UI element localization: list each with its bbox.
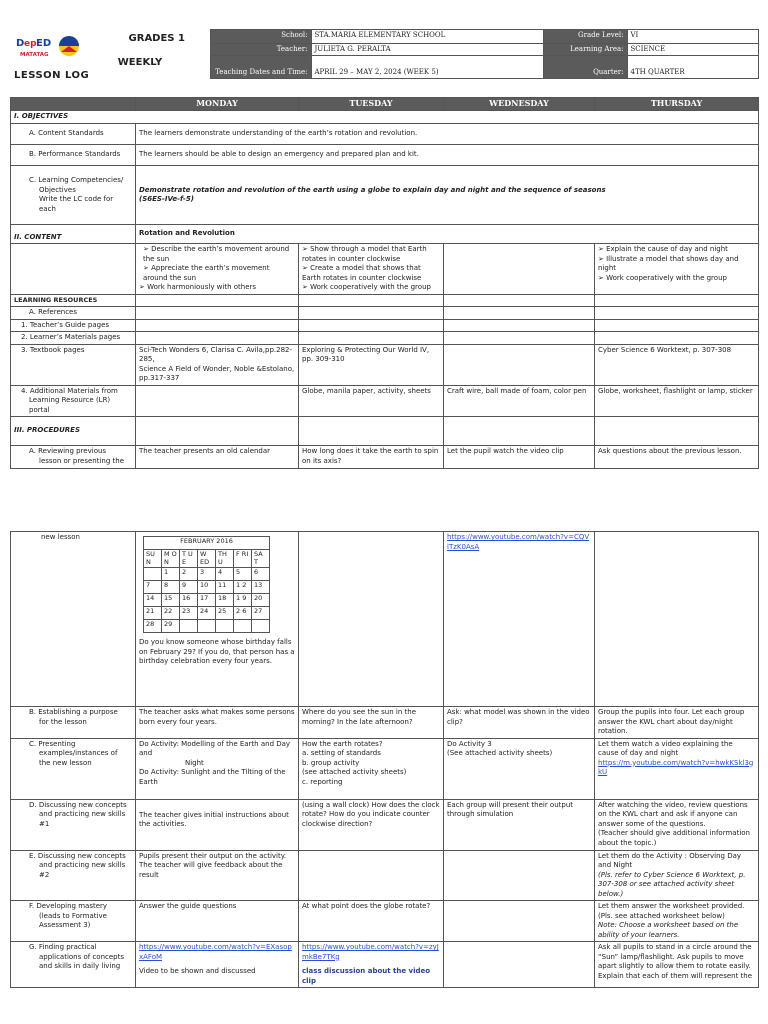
performance-standards-label: B. Performance Standards — [11, 145, 136, 166]
practical-applications-label: G. Finding practical applications of concepts and skills in daily living — [11, 942, 136, 988]
wednesday-purpose: Ask: what model was shown in the video clip? — [444, 707, 595, 739]
calendar-question: Do you know someone whose birthday falls on February 29? If you do, that person has a birthday celebration every four years. — [139, 638, 295, 665]
dates-value: APRIL 29 – MAY 2, 2024 (WEEK 5) — [311, 56, 543, 79]
calendar-date-cell: 5 — [234, 568, 252, 581]
content-heading: II. CONTENT — [11, 225, 136, 244]
calendar-day-header: F RI — [234, 550, 252, 568]
calendar-date-cell — [144, 568, 162, 581]
calendar-date-cell: 1 — [162, 568, 180, 581]
objectives-heading: I. OBJECTIVES — [11, 111, 759, 124]
calendar-date-cell: 13 — [252, 581, 270, 594]
thursday-objectives: ➢ Explain the cause of day and night ➢ Illustrate a model that shows day and night ➢ Work cooperatively with the group — [595, 244, 759, 295]
calendar-date-cell: 16 — [180, 594, 198, 607]
svg-text:D: D — [16, 38, 25, 49]
grade-level-value: VI — [627, 30, 758, 44]
calendar-date-cell: 2 6 — [234, 607, 252, 620]
monday-review: The teacher presents an old calendar — [136, 446, 299, 469]
thursday-purpose: Group the pupils into four. Let each group answer the KWL chart about day/night rotation. — [595, 707, 759, 739]
calendar-day-header: T U E — [180, 550, 198, 568]
tuesday-textbook: Exploring & Protecting Our World IV, pp. 309-310 — [299, 344, 444, 385]
content-standards-label: A. Content Standards — [11, 124, 136, 145]
thursday-discussing-2: Let them do the Activity : Observing Day and Night (Pls. refer to Cyber Science 6 Worktext, p. 307-308 or see attached activity sheet below.) — [595, 850, 759, 901]
establishing-purpose-label: B. Establishing a purpose for the lesson — [11, 707, 136, 739]
calendar-date-cell: 22 — [162, 607, 180, 620]
calendar-day-header: SA T — [252, 550, 270, 568]
calendar-date-cell: 17 — [198, 594, 216, 607]
tuesday-presenting: How the earth rotates? a. setting of standards b. group activity (see attached activity sheets) c. reporting — [299, 738, 444, 799]
monday-video-link[interactable]: https://www.youtube.com/watch?v=EXasopxAFoM — [139, 943, 292, 961]
thursday-discussing-1: After watching the video, review questions on the KWL chart and ask if anyone can answer some of the questions. (Teacher should give additional information about the topic.) — [595, 799, 759, 850]
developing-mastery-label: F. Developing mastery (leads to Formative Assessment 3) — [11, 901, 136, 942]
monday-discussing-2: Pupils present their output on the activity. The teacher will give feedback about the result — [136, 850, 299, 901]
calendar-week-row — [144, 607, 270, 620]
grades-title: GRADES 1 — [128, 32, 185, 43]
calendar-date-cell: 11 — [216, 581, 234, 594]
dates-label: Teaching Dates and Time: — [210, 56, 311, 79]
monday-textbook: Sci-Tech Wonders 6, Clarisa C. Avila,pp.282-285, Science A Field of Wonder, Noble &Estolano, pp.317-337 — [136, 344, 299, 385]
textbook-pages-label: 3. Textbook pages — [11, 344, 136, 385]
calendar-date-cell: 1 2 — [234, 581, 252, 594]
content-standards-text: The learners demonstrate understanding of the earth’s rotation and revolution. — [136, 124, 759, 145]
teacher-value: JULIETA G. PERALTA — [311, 43, 543, 56]
calendar-week-row — [144, 581, 270, 594]
wednesday-video-link[interactable]: https://www.youtube.com/watch?v=CQVlTzK0AsA — [447, 533, 590, 551]
tuesday-materials: Globe, manila paper, activity, sheets — [299, 385, 444, 417]
calendar-week-row — [144, 568, 270, 581]
thursday-video-link[interactable]: https://m.youtube.com/watch?v=hwkKSkl3gkU — [598, 758, 754, 776]
calendar-date-cell: 10 — [198, 581, 216, 594]
monday-purpose: The teacher asks what makes some persons born every four years. — [136, 707, 299, 739]
calendar-date-cell: 15 — [162, 594, 180, 607]
svg-text:MATATAG: MATATAG — [20, 52, 49, 58]
day-header-thursday: THURSDAY — [595, 98, 759, 111]
monday-applications: https://www.youtube.com/watch?v=EXasopxAFoM Video to be shown and discussed — [136, 942, 299, 988]
discussing-concepts-1-label: D. Discussing new concepts and practicing new skills #1 — [11, 799, 136, 850]
calendar-date-cell: 29 — [162, 620, 180, 633]
lesson-log-title: LESSON LOG — [14, 70, 90, 81]
calendar-date-cell: 23 — [180, 607, 198, 620]
content-topic: Rotation and Revolution — [136, 225, 759, 244]
discussing-concepts-2-label: E. Discussing new concepts and practicing new skills #2 — [11, 850, 136, 901]
svg-text:ED: ED — [36, 38, 52, 49]
calendar-date-cell: 28 — [144, 620, 162, 633]
tuesday-mastery: At what point does the globe rotate? — [299, 901, 444, 942]
monday-discussing-1: The teacher gives initial instructions about the activities. — [136, 799, 299, 850]
school-label: School: — [210, 30, 311, 44]
calendar-date-cell — [180, 620, 198, 633]
procedures-heading: III. PROCEDURES — [11, 417, 136, 446]
monday-objectives: ➢ Describe the earth’s movement around the sun ➢ Appreciate the earth’s movement around the sun ➢ Work harmoniously with others — [136, 244, 299, 295]
additional-materials-label: 4. Additional Materials from Learning Resource (LR) portal — [11, 385, 136, 417]
weekly-title: WEEKLY — [117, 57, 163, 68]
calendar-date-cell: 1 9 — [234, 594, 252, 607]
calendar-date-cell: 7 — [144, 581, 162, 594]
learning-competencies-text: Demonstrate rotation and revolution of the earth using a globe to explain day and night and the sequence of seasons (S6ES-IVe-f-5) — [136, 166, 759, 225]
wednesday-presenting: Do Activity 3 (See attached activity sheets) — [444, 738, 595, 799]
calendar-date-cell: 20 — [252, 594, 270, 607]
calendar-date-cell: 3 — [198, 568, 216, 581]
wednesday-discussing-1: Each group will present their output through simulation — [444, 799, 595, 850]
school-value: STA.MARIA ELEMENTARY SCHOOL — [311, 30, 543, 44]
tuesday-video-link[interactable]: https://www.youtube.com/watch?v=zyJmkBe7TKg — [302, 943, 439, 961]
learners-materials-label: 2. Learner’s Materials pages — [11, 332, 136, 345]
tuesday-objectives: ➢ Show through a model that Earth rotates in counter clockwise ➢ Create a model that shows that Earth rotates in counter clockwise ➢ Work cooperatively with the group — [299, 244, 444, 295]
calendar-date-cell: 9 — [180, 581, 198, 594]
quarter-value: 4TH QUARTER — [627, 56, 758, 79]
learning-competencies-label: C. Learning Competencies/ Objectives Write the LC code for each — [11, 166, 136, 225]
monday-calendar-cell — [136, 532, 299, 707]
calendar-date-cell: 25 — [216, 607, 234, 620]
thursday-mastery: Let them answer the worksheet provided. (Pls. see attached worksheet below) Note: Choose a worksheet based on the ability of your learners. — [595, 901, 759, 942]
calendar-date-cell — [198, 620, 216, 633]
calendar-date-cell — [234, 620, 252, 633]
calendar-date-cell: 6 — [252, 568, 270, 581]
lesson-log-table-page1 — [10, 97, 759, 469]
tuesday-discussing-1: (using a wall clock) How does the clock rotate? How do you indicate counter clockwise direction? — [299, 799, 444, 850]
thursday-materials: Globe, worksheet, flashlight or lamp, sticker — [595, 385, 759, 417]
calendar-day-header: SU N — [144, 550, 162, 568]
wednesday-review: Let the pupil watch the video clip — [444, 446, 595, 469]
thursday-applications: Ask all pupils to stand in a circle around the “Sun” lamp/flashlight. Ask pupils to move apart slightly to allow them to rotate easily. Explain that each of them will represent the — [595, 942, 759, 988]
quarter-label: Quarter: — [543, 56, 627, 79]
thursday-review: Ask questions about the previous lesson. — [595, 446, 759, 469]
presenting-examples-label: C. Presenting examples/instances of the new lesson — [11, 738, 136, 799]
grade-level-label: Grade Level: — [543, 30, 627, 44]
calendar-date-cell: 21 — [144, 607, 162, 620]
wednesday-materials: Craft wire, ball made of foam, color pen — [444, 385, 595, 417]
day-header-monday: MONDAY — [136, 98, 299, 111]
wednesday-video-cell — [444, 532, 595, 707]
learning-area-value: SCIENCE — [627, 43, 758, 56]
calendar-week-row — [144, 594, 270, 607]
calendar-date-cell: 18 — [216, 594, 234, 607]
thursday-textbook: Cyber Science 6 Worktext, p. 307-308 — [595, 344, 759, 385]
calendar-title: FEBRUARY 2016 — [144, 537, 270, 550]
calendar-date-cell — [252, 620, 270, 633]
calendar-date-cell: 2 — [180, 568, 198, 581]
teacher-label: Teacher: — [210, 43, 311, 56]
header-table — [10, 29, 759, 79]
tuesday-purpose: Where do you see the sun in the morning? In the late afternoon? — [299, 707, 444, 739]
thursday-presenting: Let them watch a video explaining the cause of day and night https://m.youtube.com/watch?v=hwkKSkl3gkU — [595, 738, 759, 799]
calendar-date-cell: 27 — [252, 607, 270, 620]
calendar-day-header: TH U — [216, 550, 234, 568]
new-lesson-label: new lesson — [11, 532, 136, 707]
learning-area-label: Learning Area: — [543, 43, 627, 56]
day-header-wednesday: WEDNESDAY — [444, 98, 595, 111]
calendar-date-cell: 8 — [162, 581, 180, 594]
performance-standards-text: The learners should be able to design an emergency and prepared plan and kit. — [136, 145, 759, 166]
calendar-day-header: M O N — [162, 550, 180, 568]
references-label: A. References — [11, 307, 136, 320]
calendar-day-header: W ED — [198, 550, 216, 568]
calendar-date-cell: 4 — [216, 568, 234, 581]
tuesday-review: How long does it take the earth to spin on its axis? — [299, 446, 444, 469]
lesson-log-table-page2 — [10, 531, 759, 988]
monday-mastery: Answer the guide questions — [136, 901, 299, 942]
teachers-guide-label: 1. Teacher’s Guide pages — [11, 319, 136, 332]
svg-text:ep: ep — [24, 39, 37, 49]
february-calendar — [143, 536, 270, 633]
monday-presenting: Do Activity: Modelling of the Earth and Day and Night Do Activity: Sunlight and the Tilting of the Earth — [136, 738, 299, 799]
calendar-date-cell: 14 — [144, 594, 162, 607]
tuesday-applications: https://www.youtube.com/watch?v=zyJmkBe7TKg class discussion about the video clip — [299, 942, 444, 988]
calendar-week-row — [144, 620, 270, 633]
calendar-date-cell — [216, 620, 234, 633]
day-header-tuesday: TUESDAY — [299, 98, 444, 111]
reviewing-label: A. Reviewing previous lesson or presenting the — [11, 446, 136, 469]
learning-resources-heading: LEARNING RESOURCES — [11, 294, 136, 307]
calendar-date-cell: 24 — [198, 607, 216, 620]
